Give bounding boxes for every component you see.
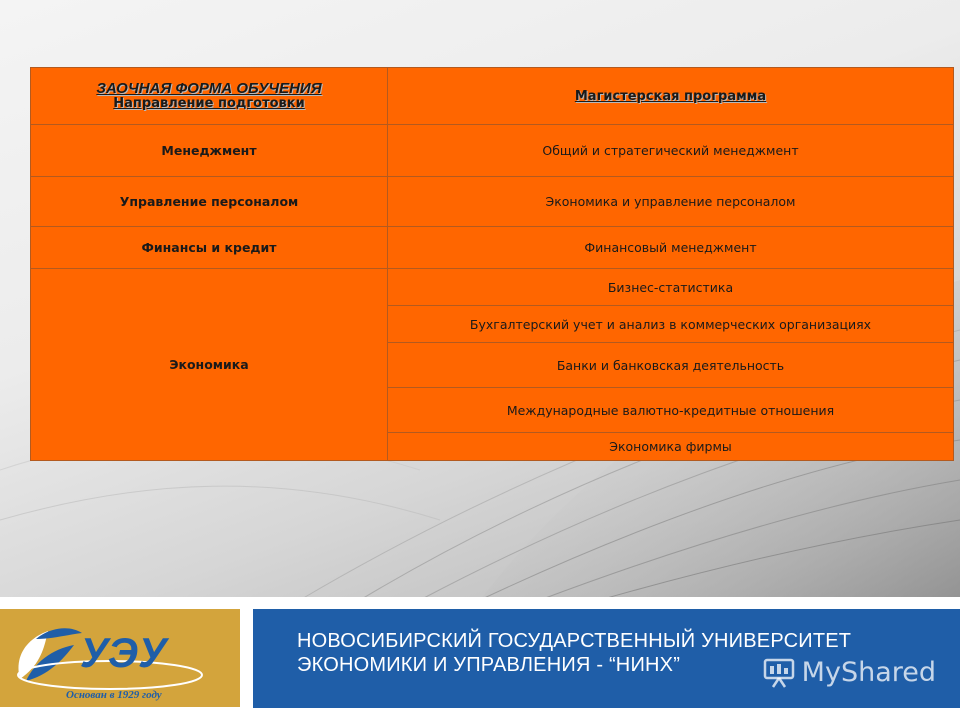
table-row: [31, 269, 954, 306]
university-logo: [0, 609, 242, 707]
program-cell: Финансовый менеджмент: [388, 227, 954, 269]
program-cell: Экономика и управление персоналом: [388, 177, 954, 227]
program-cell: Международные валютно-кредитные отношения: [388, 388, 954, 433]
watermark: [762, 657, 936, 688]
logo-tagline: Основан в 1929 году: [66, 689, 162, 701]
program-heading: Магистерская программа: [574, 89, 767, 104]
footer: [0, 597, 960, 720]
direction-cell: Финансы и кредит: [31, 227, 388, 269]
table-row: [31, 177, 954, 227]
watermark-text: MyShared: [801, 657, 936, 688]
table-title: ЗАОЧНАЯ ФОРМА ОБУЧЕНИЯ: [96, 80, 322, 97]
programs-table-container: [30, 67, 939, 461]
direction-cell: Управление персоналом: [31, 177, 388, 227]
header-direction-cell: [31, 68, 388, 125]
table-header-row: [31, 68, 954, 125]
university-name-line2: ЭКОНОМИКИ И УПРАВЛЕНИЯ - “НИНХ”: [297, 654, 681, 676]
university-name-line1: НОВОСИБИРСКИЙ ГОСУДАРСТВЕННЫЙ УНИВЕРСИТЕТ: [297, 630, 852, 652]
program-cell: Бухгалтерский учет и анализ в коммерческих организациях: [388, 306, 954, 343]
direction-cell: Менеджмент: [31, 125, 388, 177]
direction-cell-economics: Экономика: [31, 269, 388, 461]
program-cell: Экономика фирмы: [388, 433, 954, 461]
table-subtitle: Направление подготовки: [113, 96, 305, 111]
table-row: [31, 125, 954, 177]
programs-table: [30, 67, 954, 461]
program-cell: Общий и стратегический менеджмент: [388, 125, 954, 177]
presentation-board-icon: [762, 658, 796, 688]
program-cell: Банки и банковская деятельность: [388, 343, 954, 388]
university-banner: [253, 609, 960, 708]
header-program-cell: [388, 68, 954, 125]
table-row: [31, 227, 954, 269]
leaf-emblem-icon: [0, 609, 240, 707]
logo-text: УЭУ: [80, 629, 167, 676]
program-cell: Бизнес-статистика: [388, 269, 954, 306]
